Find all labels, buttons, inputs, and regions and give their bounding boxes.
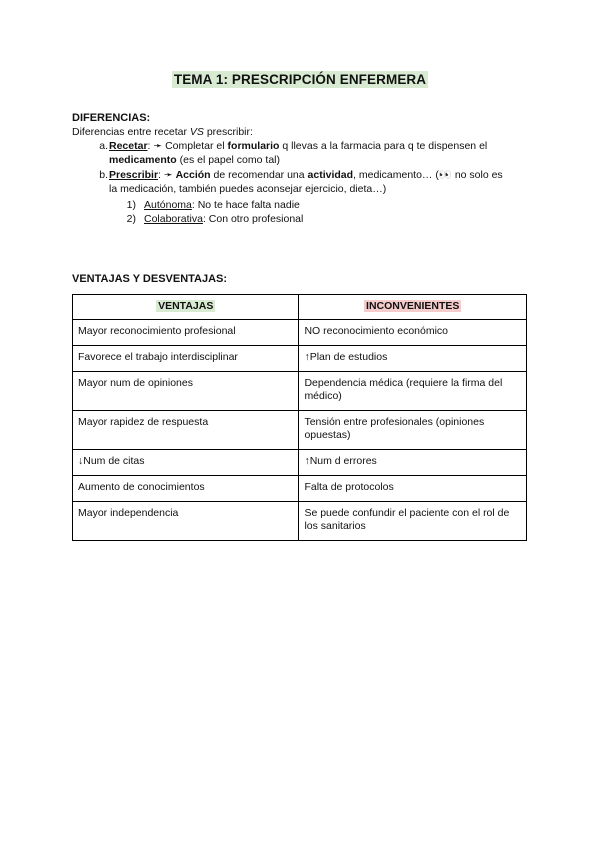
table-cell: Mayor rapidez de respuesta [73, 411, 299, 450]
intro-text: Diferencias entre recetar [72, 126, 190, 138]
medicamento-bold: medicamento [109, 153, 177, 166]
term-autonoma: Autónoma [144, 199, 192, 211]
prescribir-text-3: , medicamento… (👀 no solo es [353, 169, 503, 181]
ventajas-table [72, 294, 527, 541]
recetar-text-2: q llevas a la farmacia para q te dispensen el [279, 140, 488, 152]
table-cell: Dependencia médica (requiere la firma del médico) [299, 372, 527, 411]
prescribir-text-2: de recomendar una [210, 169, 308, 181]
table-cell: ↑Plan de estudios [299, 346, 527, 372]
table-cell: Falta de protocolos [299, 476, 527, 502]
intro-text-end: prescribir: [203, 126, 253, 138]
formulario-bold: formulario [227, 140, 280, 152]
table-row [73, 476, 527, 502]
table-row [73, 372, 527, 411]
table-cell: Favorece el trabajo interdisciplinar [73, 346, 299, 372]
page-title: TEMA 1: PRESCRIPCIÓN ENFERMERA [173, 72, 427, 87]
ventajas-heading: VENTAJAS Y DESVENTAJAS: [72, 273, 228, 285]
col-header-ventajas [73, 295, 299, 320]
term-prescribir: Prescribir [109, 169, 159, 181]
table-cell: Mayor independencia [73, 502, 299, 541]
actividad-bold: actividad [307, 169, 354, 181]
table-cell: Mayor reconocimiento profesional [73, 320, 299, 346]
list-marker: a. [99, 140, 108, 152]
accion-bold: Acción [175, 169, 211, 181]
table-cell: NO reconocimiento económico [299, 320, 527, 346]
table-row [73, 450, 527, 476]
table-row [73, 502, 527, 541]
colaborativa-text: : Con otro profesional [202, 213, 304, 225]
sub-marker: 1) [126, 199, 136, 211]
prescribir-text: : ➛ [158, 169, 176, 181]
table-row [73, 320, 527, 346]
sub-marker: 2) [126, 213, 136, 225]
list-marker: b. [99, 169, 108, 181]
table-cell: Tensión entre profesionales (opiniones opuestas) [299, 411, 527, 450]
term-recetar: Recetar [109, 140, 148, 152]
differences-intro [72, 126, 253, 138]
inconvenientes-label: INCONVENIENTES [366, 300, 460, 312]
term-colaborativa: Colaborativa [144, 213, 203, 225]
prescribir-text-4: la medicación, también puedes aconsejar ejercicio, dieta…) [109, 182, 387, 195]
table-cell: Se puede confundir el paciente con el rol de los sanitarios [299, 502, 527, 541]
table-cell: ↓Num de citas [73, 450, 299, 476]
col-header-inconvenientes [299, 295, 527, 320]
page-title-wrapper [0, 71, 600, 89]
table-row [73, 411, 527, 450]
recetar-text: : ➛ Completar el [147, 140, 228, 152]
table-header-row [73, 295, 527, 320]
recetar-text-3: (es el papel como tal) [176, 153, 280, 166]
intro-vs: VS [189, 126, 204, 138]
autonoma-text: : No te hace falta nadie [191, 199, 300, 211]
table-cell: Aumento de conocimientos [73, 476, 299, 502]
table-cell: Mayor num de opiniones [73, 372, 299, 411]
table-cell: ↑Num d errores [299, 450, 527, 476]
table-row [73, 346, 527, 372]
ventajas-label: VENTAJAS [158, 300, 214, 312]
differences-heading: DIFERENCIAS: [72, 112, 151, 124]
